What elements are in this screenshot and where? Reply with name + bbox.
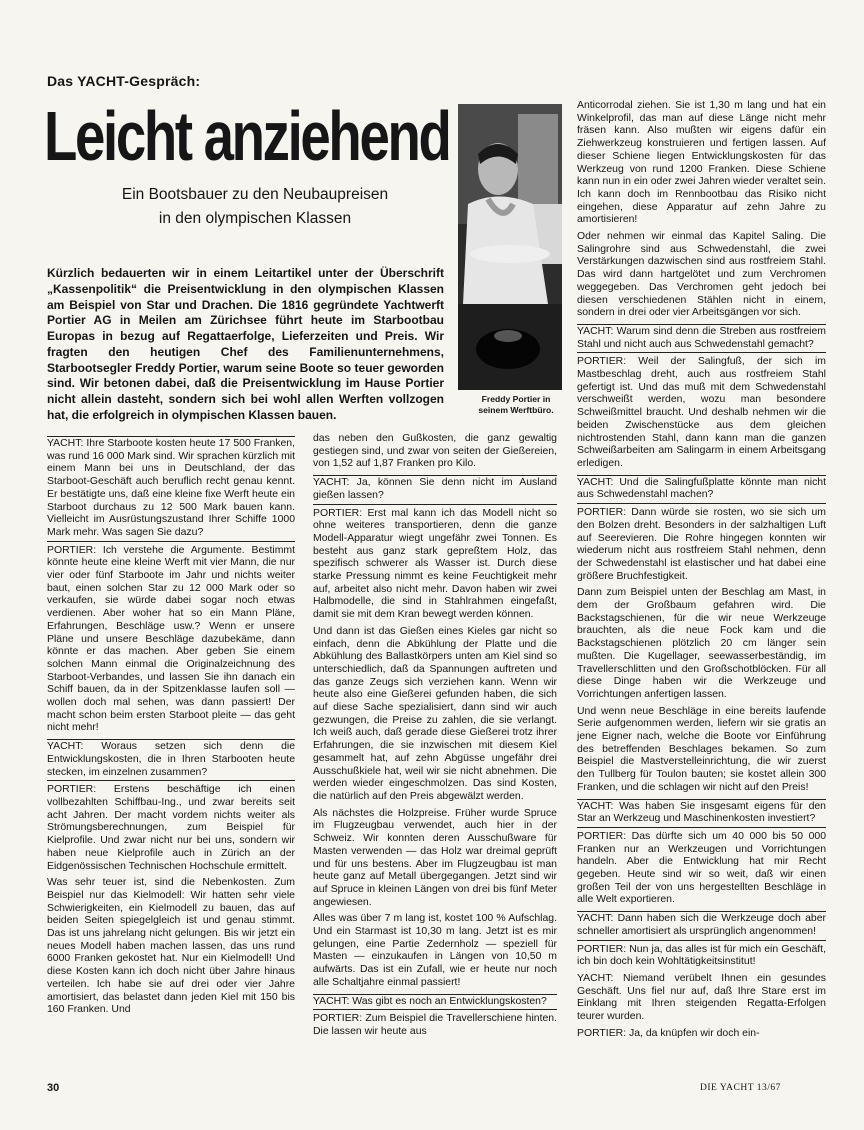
answer-9: Anticorrodal ziehen. Sie ist 1,30 m lang und hat ein Winkelprofil, das man auf diese Länge nicht mehr fräsen kann. Also mußten wir eigens dafür ein Ziehwerkzeug konstruieren und fertigen lassen. Auf dieser Schiene liegen Entwicklungskosten für das Werkzeug von rund 1200 Franken. Diese Schiene kann nun in ein oder zwei Jahren wieder veraltet sein. Ich kann doch im Rennbootbau das Risiko nicht eingehen, diese Apparatur auf zehn Jahre zu amortisieren!	[577, 100, 826, 226]
subhead	[60, 183, 450, 231]
question-8: YACHT: Dann haben sich die Werkzeuge doch aber schneller amortisiert als ursprünglich angenommen!	[577, 911, 826, 940]
answer-continued: das neben den Gußkosten, die ganz gewaltig gestiegen sind, und zwar von seiten der Gießereien, von 1,52 auf 1,87 Franken pro Kilo.	[313, 433, 557, 470]
question-4: YACHT: Was gibt es noch an Entwicklungskosten?	[313, 994, 557, 1011]
answer-12: PORTIER: Dann würde sie rosten, wo sie sich um den Bolzen dreht. Besonders in der salzhaltigen Luft auf Seerevieren. Die Rohre hingegen konnten wir wiederum nicht aus rostfreiem Stahl nehmen, denn der Schwedenstahl ist elastischer und hat dabei eine größere Bruchfestigkeit.	[577, 507, 826, 582]
answer-2: PORTIER: Erstens beschäftige ich einen vollbezahlten Schiffbau-Ing., und zwar bereits seit acht Jahren. Der macht vordem nichts weiter als Strömungsberechnungen, zum Beispiel für Kielprofile. Und zwar nicht nur bei uns, sondern wir haben neue Kielprofile auch in Zürich an der Eidgenössischen Technischen Hochschule ermittelt.	[47, 784, 295, 872]
answer-15: PORTIER: Das dürfte sich um 40 000 bis 50 000 Franken nur an Werkzeugen und Vorrichtungen handeln. Aber die Entwicklung hat mir Recht gegeben. Heute sind wir so weit, daß wir einen großen Teil der von uns hergestellten Beschläge in alle Welt exportieren.	[577, 830, 826, 906]
answer-13: Dann zum Beispiel unten der Beschlag am Mast, in dem der Großbaum gefahren wird. Die Backstagschienen, für die wir neue Werkzeuge brauchten, als die neue Fock kam und die Backstagschienen plötzlich 20 cm länger sein mußten. Die Kugellager, seewasserbeständig, im Travellerschlitten und den Großschotblöcken. Für all diese Dinge haben wir die Werkzeuge und Vorrichtungen anfertigen lassen.	[577, 587, 826, 700]
answer-6: Als nächstes die Holzpreise. Früher wurde Spruce im Flugzeugbau verwendet, auch hier in der Schweiz. Wir konnten deren Ausschußware für Masten verwenden — das Holz war dreimal geprüft und für uns bestens. Aber im Flugzeugbau ist man heute ganz auf Metall übergegangen. Jetzt sind wir auf Spruce in kleinen Längen von drei bis fünf Meter angewiesen.	[313, 807, 557, 908]
page-number: 30	[47, 1082, 60, 1094]
portrait-illustration	[458, 104, 562, 390]
answer-17: YACHT: Niemand verübelt Ihnen ein gesundes Geschäft. Uns fiel nur auf, daß Ihre Stare erst im Einklang mit Ihren steigenden Regatta-Erfolgen teurer wurden.	[577, 973, 826, 1023]
answer-1: PORTIER: Ich verstehe die Argumente. Bestimmt könnte heute eine kleine Werft mit vier Mann, die nur vier oder fünf Starboote im Jahr und nichts weiter baut, einen solchen Star zu 12 000 Mark oder so verkaufen, sie würde dabei sogar noch etwas verdienen. Aber woher hat so ein Mann Pläne, Erfahrungen, Beschläge usw.? Wenn er unsere Pläne und unsere Beschläge dazubekäme, dann könnte er das machen. Aber geben Sie einem solchen Mann einmal die Originalzeichnung des Starboot-Verbandes, und lassen Sie ihn danach ein Schiff bauen, da in der Spitzenklasse laufen soll — wollen doch mal sehen, was dann passiert! Der macht schon beim ersten Starboot pleite — das geht nicht mehr!	[47, 544, 295, 734]
question-3: YACHT: Ja, können Sie denn nicht im Ausland gießen lassen?	[313, 475, 557, 504]
question-7: YACHT: Was haben Sie insgesamt eigens für den Star an Werkzeug und Maschinenkosten investiert?	[577, 799, 826, 828]
column-3	[577, 100, 826, 1045]
photo-caption	[466, 394, 566, 416]
question-5: YACHT: Warum sind denn die Streben aus rostfreiem Stahl und nicht auch aus Schwedenstahl gemacht?	[577, 324, 826, 353]
answer-8: PORTIER: Zum Beispiel die Travellerschiene hinten. Die lassen wir heute aus	[313, 1013, 557, 1037]
column-1	[47, 433, 295, 1021]
answer-14: Und wenn neue Beschläge in eine bereits laufende Serie aufgenommen werden, liefern wir sie gratis an jene Eigner nach, welche die Boote vor Einführung des betreffenden Beschlages bekamen. So zum Beispiel die Mastverstelleinrichtung, die wir zuerst den Tullberg für Toulon bauten; sie kostet allein 300 Franken, und die schlagen wir nicht auf den Preis!	[577, 705, 826, 793]
intro-paragraph: Kürzlich bedauerten wir in einem Leitartikel unter der Überschrift „Kassenpolitik“ die Preisentwicklung in den olympischen Klassen am Beispiel von Star und Drachen. Die 1816 gegründete Yachtwerft Portier AG in Meilen am Zürichsee führt heute im Starbootbau Europas in bezug auf Regattaerfolge, Lieferzeiten und Preis. Wir fragten den heutigen Chef des Familienunternehmens, Starbootsegler Freddy Portier, warum seine Boote so teuer geworden sind. Wir betonen dabei, daß die Preisentwicklung im Hause Portier nicht allein dasteht, sondern sich bei wohl allen Werften vollzogen hat, die erfolgreich in olympischen Klassen bauen.	[47, 266, 444, 423]
answer-10: Oder nehmen wir einmal das Kapitel Saling. Die Salingrohre sind aus Schwedenstahl, die zwei Verstärkungen dazwischen sind aus rostfreiem Stahl. Das wird dann hartgelötet und zum Verchromen weggegeben. Das Verchromen geht jedoch bei diesen verschiedenen Stählen nicht in einem, sondern in drei oder vier Arbeitsgängen vor sich.	[577, 231, 826, 319]
kicker: Das YACHT-Gespräch:	[47, 73, 201, 89]
caption-line-2: seinem Werftbüro.	[478, 405, 554, 415]
answer-4: PORTIER: Erst mal kann ich das Modell nicht so ohne weiteres transportieren, denn die ganze Modell-Apparatur wiegt ungefähr zwei Tonnen. Es besteht aus ganz stark gepreßtem Holz, das spezifisch schwerer als Wasser ist. Durch diese starke Pressung nimmt es keine Feuchtigkeit mehr auf, arbeitet also nicht mehr. Davon haben wir zwei Halbmodelle, die sind in Stahlrahmen eingefaßt, damit sie mit dem Kran bewegt werden können.	[313, 507, 557, 621]
column-2	[313, 433, 557, 1043]
answer-7: Alles was über 7 m lang ist, kostet 100 % Aufschlag. Und ein Starmast ist 10,30 m lang. Jetzt ist es mir gelungen, eine Partie Zedernholz — speziell für Masten — einzukaufen in Längen von 10,50 m aufwärts. Das ist ein Zufall, wie er heute nur noch alle Schaltjahre einmal passiert!	[313, 913, 557, 988]
subhead-line-1: Ein Bootsbauer zu den Neubaupreisen	[121, 186, 389, 203]
question-2: YACHT: Woraus setzen sich denn die Entwicklungskosten, die in Ihren Starbooten heute stecken, im einzelnen zusammen?	[47, 739, 295, 781]
question-1: YACHT: Ihre Starboote kosten heute 17 500 Franken, was rund 16 000 Mark sind. Wir sprachen kürzlich mit einem Mann bei uns in Deutschland, der das Starboot-Geschäft auch beruflich recht genau kennt. Er bestätigte uns, daß eine kleine fixe Werft heute ein Starboot durchaus zu 12 500 Mark bauen kann. Vielleicht im Ausrüstungszustand Ihrer Schiffe 1000 Mark mehr. Was sagen Sie dazu?	[47, 436, 295, 542]
answer-11: PORTIER: Weil der Salingfuß, der sich im Mastbeschlag dreht, auch aus rostfreiem Stahl gefertigt ist. Und das muß mit dem Schwedenstahl verschweißt werden, wozu man besondere Schweißmittel braucht. Und deshalb nehmen wir die beiden Zwischenstücke aus dem gleichen nichtrostenden Stahl, dann kann man die ganzen Schweißarbeiten am Salingarm in einem Arbeitsgang erledigen.	[577, 356, 826, 469]
question-6: YACHT: Und die Salingfußplatte könnte man nicht aus Schwedenstahl machen?	[577, 475, 826, 504]
magazine-footer: DIE YACHT 13/67	[700, 1083, 781, 1093]
subhead-line-2: in den olympischen Klassen	[158, 210, 352, 227]
answer-5: Und dann ist das Gießen eines Kieles gar nicht so einfach, denn die Abkühlung der Platte und die Abkühlung des Ballastkörpers unten am Kiel sind so unterschiedlich, daß da Spannungen auftreten und das ganze Zeugs sich verziehen kann. Wenn wir heute also eine Gießerei gefunden haben, die sich auf diese Sache spezialisiert, dann sind wir auch gezwungen, die Preise zu zahlen, die sie verlangt. Ich weiß auch, daß gerade diese Gießerei trotz ihrer Erfahrungen, die sie inzwischen mit diesem Kiel gesammelt hat, auf zehn Abgüsse ungefähr drei Ausschußkiele hat, weil wir sie nicht abnehmen. Die werden wieder eingeschmolzen. Das sind Kosten, die natürlich auf den Preis abgewälzt werden.	[313, 625, 557, 802]
portrait-photo	[458, 104, 562, 390]
caption-line-1: Freddy Portier in	[481, 394, 551, 404]
answer-18: PORTIER: Ja, da knüpfen wir doch ein-	[577, 1027, 760, 1039]
answer-3: Was sehr teuer ist, sind die Nebenkosten. Zum Beispiel nur das Kielmodell: Wir hatten sehr viele Schwierigkeiten, ein Kielmodell zu bauen, das auf beiden Seiten spiegelgleich ist und genau stimmt. Das ist uns jahrelang nicht gelungen. Bis wir jetzt ein neues Modell haben machen lassen, das uns rund 6000 Franken gekostet hat. Nur ein Kielmodell! Und diese Kosten kann ich doch nicht über Jahre hinaus verteilen. Ich habe sie auf drei oder vier Jahre amortisiert, das belastet dann jeden Kiel mit 150 bis 160 Franken. Und	[47, 877, 295, 1016]
headline: Leicht anziehend	[44, 97, 450, 175]
answer-16: PORTIER: Nun ja, das alles ist für mich ein Geschäft, ich bin doch kein Wohltätigkeitsinstitut!	[577, 943, 826, 968]
